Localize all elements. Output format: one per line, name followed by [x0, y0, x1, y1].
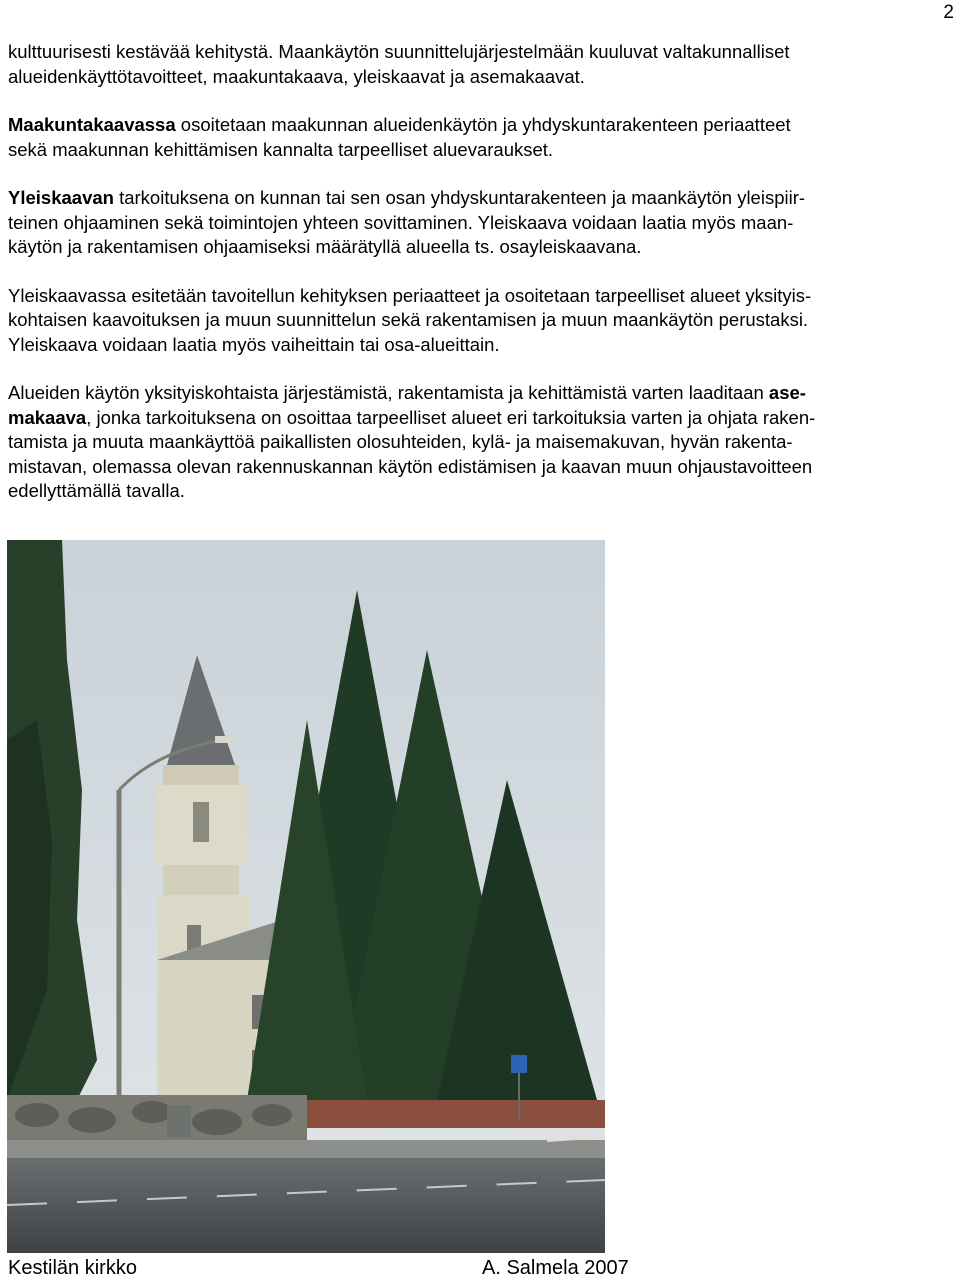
paragraph-yleiskaava — [8, 186, 952, 260]
text-line: Yleiskaavassa esitetään tavoitellun kehityksen periaatteet ja osoitetaan tarpeelliset alueet yksityis- — [8, 284, 812, 306]
sidewalk — [7, 1140, 605, 1158]
photo-caption: Kestilän kirkko — [8, 1257, 137, 1279]
paragraph-maakuntakaava — [8, 113, 952, 162]
crossing-sign — [511, 1055, 527, 1073]
paragraph-yleiskaavassa — [8, 284, 952, 358]
text-line: Yleiskaava voidaan laatia myös vaiheittain tai osa-alueittain. — [8, 333, 500, 355]
term-yleiskaavan: Yleiskaavan — [8, 187, 114, 208]
page-number: 2 — [943, 2, 954, 23]
term-asemakaava-part2: makaava — [8, 406, 87, 428]
paragraph-asemakaava — [8, 381, 952, 504]
fence — [307, 1100, 605, 1128]
road — [7, 1158, 605, 1253]
text-line: käytön ja rakentamisen ohjaamiseksi määrätyllä alueella ts. osayleiskaavana. — [8, 236, 642, 257]
term-maakuntakaavassa: Maakuntakaavassa — [8, 114, 176, 135]
text-line: teinen ohjaaminen sekä toimintojen yhteen sovittaminen. Yleiskaava voidaan laatia myös maan- — [8, 211, 794, 233]
text-line: kulttuurisesti kestävää kehitystä. Maankäytön suunnittelujärjestelmään kuuluvat valtakunnalliset — [8, 41, 790, 62]
photo-credit: A. Salmela 2007 — [482, 1257, 629, 1279]
text-line: sekä maakunnan kehittämisen kannalta tarpeelliset aluevaraukset. — [8, 138, 554, 160]
church-photo — [7, 540, 605, 1253]
term-asemakaava-part1: ase- — [768, 382, 806, 403]
paragraph-intro — [8, 40, 952, 89]
body-text — [8, 40, 952, 528]
text-line: Alueiden käytön yksityiskohtaista järjestämistä, rakentamista ja kehittämistä varten laaditaan — [8, 382, 769, 403]
text-line: tarkoituksena on kunnan tai sen osan yhdyskuntarakenteen ja maankäytön yleispiir- — [113, 187, 806, 208]
text-line: , jonka tarkoituksena on osoittaa tarpeelliset alueet eri tarkoituksia varten ja ohjata raken- — [86, 406, 816, 428]
text-line: osoitetaan maakunnan alueidenkäytön ja yhdyskuntarakenteen periaatteet — [175, 114, 791, 135]
text-line: mistavan, olemassa olevan rakennuskannan käytön edistämisen ja kaavan muun ohjaustavoitteen — [8, 455, 813, 477]
text-line: tamista ja muuta maankäyttöä paikallisten olosuhteiden, kylä- ja maisemakuvan, hyvän rakenta- — [8, 431, 793, 452]
text-line: kohtaisen kaavoituksen ja muun suunnittelun sekä rakentamisen ja muun maankäytön perustaksi. — [8, 309, 809, 330]
text-line: alueidenkäyttötavoitteet, maakuntakaava, yleiskaavat ja asemakaavat. — [8, 65, 585, 87]
text-line: edellyttämällä tavalla. — [8, 480, 185, 501]
